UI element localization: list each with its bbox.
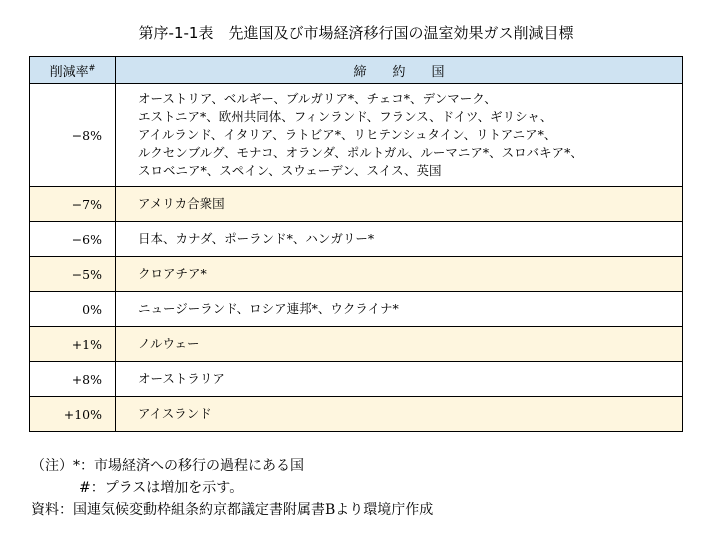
countries-cell: ニュージーランド、ロシア連邦*、ウクライナ* [116,292,683,327]
table-row [30,397,683,432]
header-rate-mark: # [88,63,96,73]
header-countries: 締 約 国 [116,57,683,84]
countries-line: エストニア*、欧州共同体、フィンランド、フランス、ドイツ、ギリシャ、 [138,109,553,124]
rate-cell: −6% [30,222,116,257]
note-market-economy: （注）*：市場経済への移行の過程にある国 [31,458,304,474]
table-row [30,84,683,187]
countries-cell: オーストラリア [116,362,683,397]
table-row [30,222,683,257]
countries-cell: ノルウェー [116,327,683,362]
table-header-row [30,57,683,84]
table-row [30,362,683,397]
table-title: 第序-1-1表 先進国及び市場経済移行国の温室効果ガス削減目標 [138,24,574,42]
countries-cell: アイスランド [116,397,683,432]
rate-cell: +1% [30,327,116,362]
header-rate [30,57,116,84]
notes-block [31,455,433,521]
table-row [30,187,683,222]
countries-line: オーストリア、ベルギー、ブルガリア*、チェコ*、デンマーク、 [138,91,497,106]
countries-line: アイルランド、イタリア、ラトビア*、リヒテンシュタイン、リトアニア*、 [138,127,557,142]
table-row [30,257,683,292]
rate-cell: −7% [30,187,116,222]
countries-cell: 日本、カナダ、ポーランド*、ハンガリー* [116,222,683,257]
table-row [30,327,683,362]
rate-cell: 0% [30,292,116,327]
rate-cell: −5% [30,257,116,292]
countries-cell [116,84,683,187]
table-row [30,292,683,327]
countries-cell: アメリカ合衆国 [116,187,683,222]
rate-cell: +10% [30,397,116,432]
header-rate-label: 削減率 [49,64,89,80]
reduction-targets-table [29,56,683,432]
countries-line: ルクセンブルグ、モナコ、オランダ、ポルトガル、ルーマニア*、スロバキア*、 [138,145,583,160]
source-note: 資料：国連気候変動枠組条約京都議定書附属書Bより環境庁作成 [31,502,434,518]
note-plus-increase: #：プラスは増加を示す。 [79,480,244,496]
rate-cell: +8% [30,362,116,397]
rate-cell: −8% [30,84,116,187]
countries-cell: クロアチア* [116,257,683,292]
countries-line: スロベニア*、スペイン、スウェーデン、スイス、英国 [138,163,442,178]
